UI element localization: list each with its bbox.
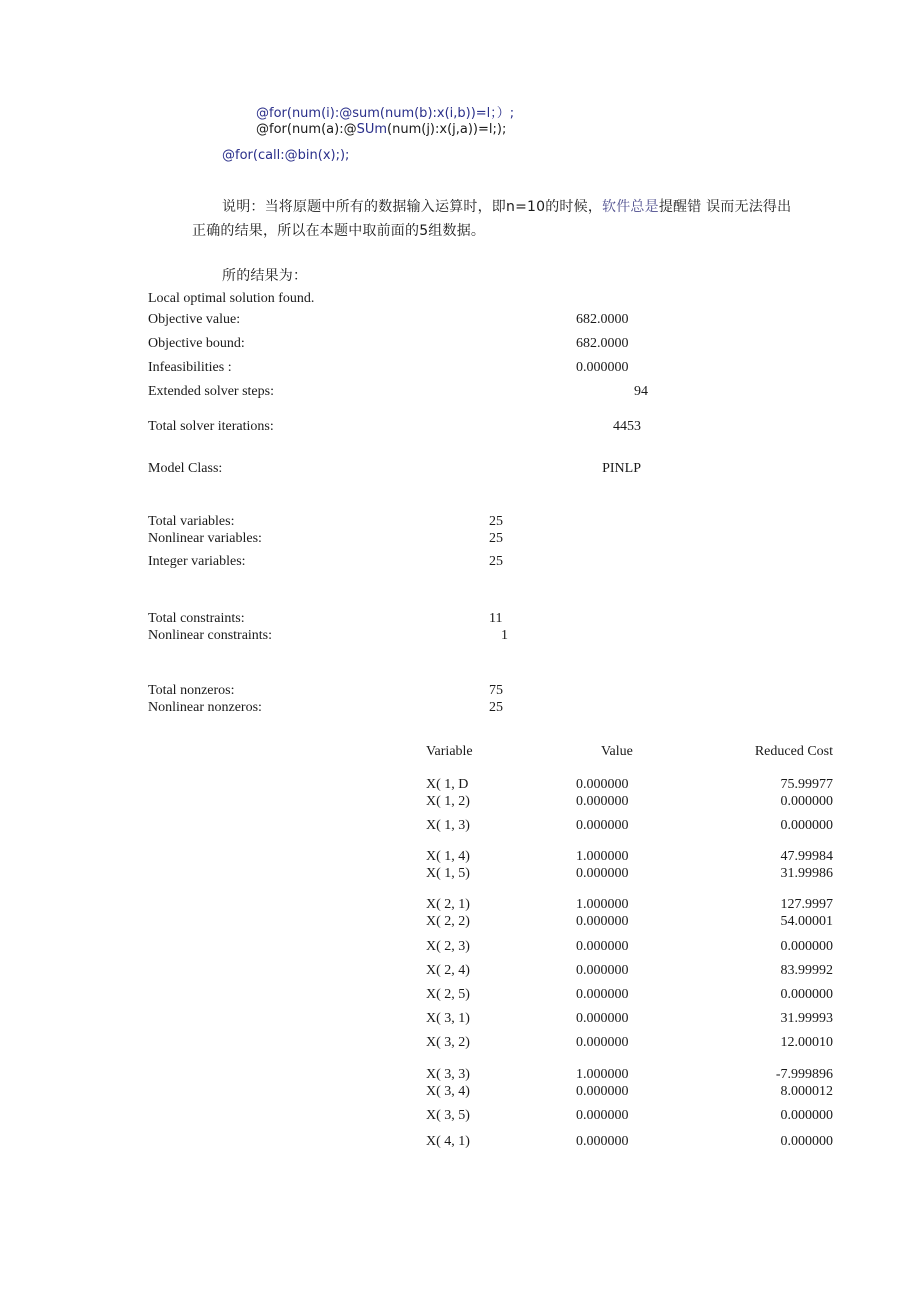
objective-value: 682.0000 — [576, 312, 629, 327]
table-row-value: 0.000000 — [576, 939, 629, 954]
total-nonzeros: 75 — [489, 683, 503, 698]
table-row-cost: 75.99977 — [780, 777, 833, 792]
table-row-cost: 31.99993 — [780, 1011, 833, 1026]
code-line-2 — [256, 122, 506, 137]
table-row-value: 1.000000 — [576, 1067, 629, 1082]
table-row-cost: 12.00010 — [780, 1035, 833, 1050]
note-part-1: 说明：当将原题中所有的数据输入运算时，即n=10的时候， — [222, 199, 603, 215]
table-row-value: 0.000000 — [576, 1084, 629, 1099]
table-row-variable: X( 1, 3) — [426, 818, 470, 833]
header-variable: Variable — [426, 744, 473, 759]
objective-bound: 682.0000 — [576, 336, 629, 351]
code-line-1: @for(num(i):@sum(num(b):x(i,b))=l；）; — [256, 106, 515, 121]
note-part-2: 软件总是 — [602, 199, 659, 215]
total-constraints-label: Total constraints: — [148, 611, 245, 626]
table-row-cost: -7.999896 — [775, 1067, 833, 1082]
header-value: Value — [601, 744, 633, 759]
table-row-variable: X( 4, 1) — [426, 1134, 470, 1149]
note-line-1 — [222, 196, 791, 216]
table-row-value: 0.000000 — [576, 963, 629, 978]
iterations: 4453 — [613, 419, 641, 434]
table-row-variable: X( 2, 3) — [426, 939, 470, 954]
nonlinear-constraints-label: Nonlinear constraints: — [148, 628, 273, 643]
code-line-3: @for(call:@bin(x);); — [222, 148, 350, 163]
infeasibilities-label: Infeasibilities : — [148, 360, 232, 375]
table-row-value: 0.000000 — [576, 1108, 629, 1123]
table-row-variable: X( 1, 4) — [426, 849, 470, 864]
table-row-variable: X( 1, 2) — [426, 794, 470, 809]
nonlinear-variables: 25 — [489, 531, 503, 546]
table-row-value: 1.000000 — [576, 897, 629, 912]
table-row-value: 1.000000 — [576, 849, 629, 864]
table-row-value: 0.000000 — [576, 1035, 629, 1050]
table-row-variable: X( 1, D — [426, 777, 469, 792]
total-constraints: 11 — [489, 611, 503, 626]
table-row-cost: 0.000000 — [780, 939, 833, 954]
code-line-2-keyword: SUm — [356, 122, 388, 137]
table-row-variable: X( 2, 1) — [426, 897, 470, 912]
table-row-variable: X( 2, 2) — [426, 914, 470, 929]
ext-steps: 94 — [634, 384, 648, 399]
table-row-cost: 31.99986 — [780, 866, 833, 881]
table-row-variable: X( 1, 5) — [426, 866, 470, 881]
header-reduced-cost: Reduced Cost — [754, 744, 833, 759]
total-nonzeros-label: Total nonzeros: — [148, 683, 235, 698]
table-row-variable: X( 2, 4) — [426, 963, 470, 978]
ext-steps-label: Extended solver steps: — [148, 384, 274, 399]
table-row-cost: 54.00001 — [780, 914, 833, 929]
model-class-label: Model Class: — [148, 461, 223, 476]
table-row-variable: X( 3, 1) — [426, 1011, 470, 1026]
integer-variables-label: Integer variables: — [148, 554, 246, 569]
table-row-value: 0.000000 — [576, 777, 629, 792]
table-row-cost: 8.000012 — [780, 1084, 833, 1099]
table-row-cost: 83.99992 — [780, 963, 833, 978]
table-row-cost: 0.000000 — [780, 1134, 833, 1149]
table-row-variable: X( 3, 4) — [426, 1084, 470, 1099]
note-part-3: 提醒错 误而无法得出 — [658, 199, 792, 215]
table-row-value: 0.000000 — [576, 987, 629, 1002]
model-class: PINLP — [602, 461, 641, 476]
table-row-cost: 0.000000 — [780, 818, 833, 833]
code-line-2-start: @for(num(a):@ — [256, 122, 357, 137]
total-variables-label: Total variables: — [148, 514, 235, 529]
solver-status: Local optimal solution found. — [148, 291, 315, 306]
table-row-variable: X( 3, 2) — [426, 1035, 470, 1050]
result-title: 所的结果为： — [222, 268, 308, 284]
table-row-value: 0.000000 — [576, 1011, 629, 1026]
objective-value-label: Objective value: — [148, 312, 241, 327]
infeasibilities: 0.000000 — [576, 360, 629, 375]
table-row-value: 0.000000 — [576, 1134, 629, 1149]
objective-bound-label: Objective bound: — [148, 336, 245, 351]
iterations-label: Total solver iterations: — [148, 419, 274, 434]
table-row-value: 0.000000 — [576, 914, 629, 929]
table-row-variable: X( 3, 5) — [426, 1108, 470, 1123]
table-row-value: 0.000000 — [576, 866, 629, 881]
table-row-variable: X( 2, 5) — [426, 987, 470, 1002]
table-row-cost: 0.000000 — [780, 794, 833, 809]
nonlinear-nonzeros: 25 — [489, 700, 503, 715]
table-row-cost: 47.99984 — [780, 849, 833, 864]
table-row-cost: 127.9997 — [780, 897, 833, 912]
total-variables: 25 — [489, 514, 503, 529]
note-line-2: 正确的结果，所以在本题中取前面的5组数据。 — [192, 223, 486, 239]
nonlinear-variables-label: Nonlinear variables: — [148, 531, 262, 546]
code-line-2-end: (num(j):x(j,a))=l;); — [387, 122, 507, 137]
table-row-cost: 0.000000 — [780, 987, 833, 1002]
nonlinear-constraints: 1 — [501, 628, 508, 643]
table-row-value: 0.000000 — [576, 794, 629, 809]
integer-variables: 25 — [489, 554, 503, 569]
table-row-value: 0.000000 — [576, 818, 629, 833]
table-row-cost: 0.000000 — [780, 1108, 833, 1123]
table-row-variable: X( 3, 3) — [426, 1067, 470, 1082]
nonlinear-nonzeros-label: Nonlinear nonzeros: — [148, 700, 262, 715]
